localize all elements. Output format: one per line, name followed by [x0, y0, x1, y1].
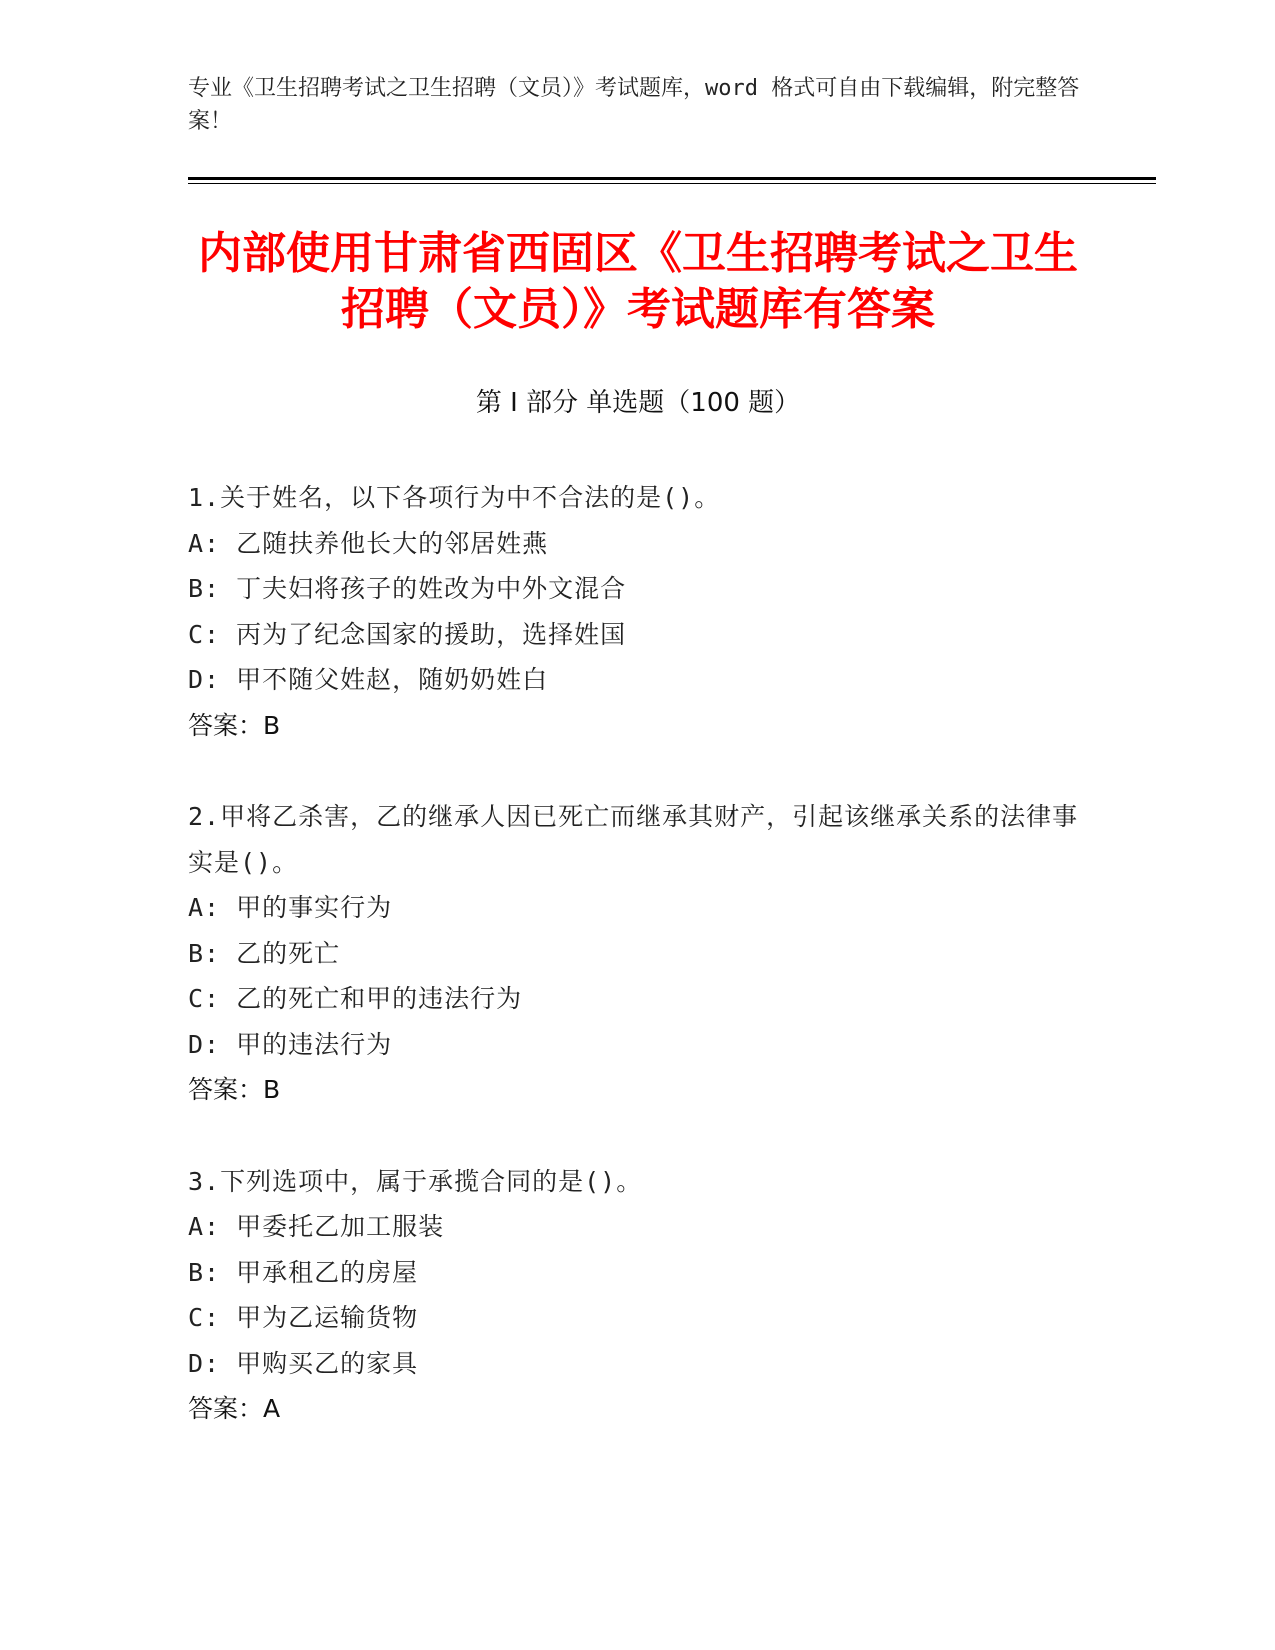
header-divider-thin — [188, 183, 1156, 184]
question-2 — [188, 794, 1088, 1113]
option-b: B: 丁夫妇将孩子的姓改为中外文混合 — [188, 574, 627, 603]
option-a: A: 乙随扶养他长大的邻居姓燕 — [188, 528, 549, 558]
question-stem: 1.关于姓名，以下各项行为中不合法的是()。 — [188, 483, 721, 512]
document-title: 内部使用甘肃省西固区《卫生招聘考试之卫生招聘（文员）》考试题库有答案 — [198, 228, 1078, 335]
option-b: B: 乙的死亡 — [188, 938, 341, 968]
option-c: C: 乙的死亡和甲的违法行为 — [188, 984, 523, 1013]
section-title: 第 I 部分 单选题（100 题） — [475, 388, 801, 418]
answer: 答案：B — [188, 710, 281, 740]
question-stem: 2.甲将乙杀害，乙的继承人因已死亡而继承其财产，引起该继承关系的法律事实是()。 — [188, 802, 1079, 877]
answer: 答案：B — [188, 1075, 281, 1104]
question-3 — [188, 1159, 1088, 1432]
question-stem: 3.下列选项中，属于承揽合同的是()。 — [188, 1166, 643, 1196]
option-d: D: 甲不随父姓赵，随奶奶姓白 — [188, 665, 549, 694]
option-c: C: 丙为了纪念国家的援助，选择姓国 — [188, 619, 627, 649]
header-note: 专业《卫生招聘考试之卫生招聘（文员）》考试题库，word 格式可自由下载编辑，附完整答案！ — [188, 76, 1080, 134]
question-1 — [188, 475, 1088, 748]
option-d: D: 甲购买乙的家具 — [188, 1348, 419, 1378]
question-list — [188, 475, 1088, 1478]
option-c: C: 甲为乙运输货物 — [188, 1303, 419, 1332]
option-a: A: 甲的事实行为 — [188, 893, 393, 922]
option-b: B: 甲承租乙的房屋 — [188, 1257, 419, 1287]
answer: 答案：A — [188, 1394, 281, 1423]
option-a: A: 甲委托乙加工服装 — [188, 1212, 445, 1241]
header-divider-thick — [188, 177, 1156, 180]
option-d: D: 甲的违法行为 — [188, 1029, 393, 1059]
